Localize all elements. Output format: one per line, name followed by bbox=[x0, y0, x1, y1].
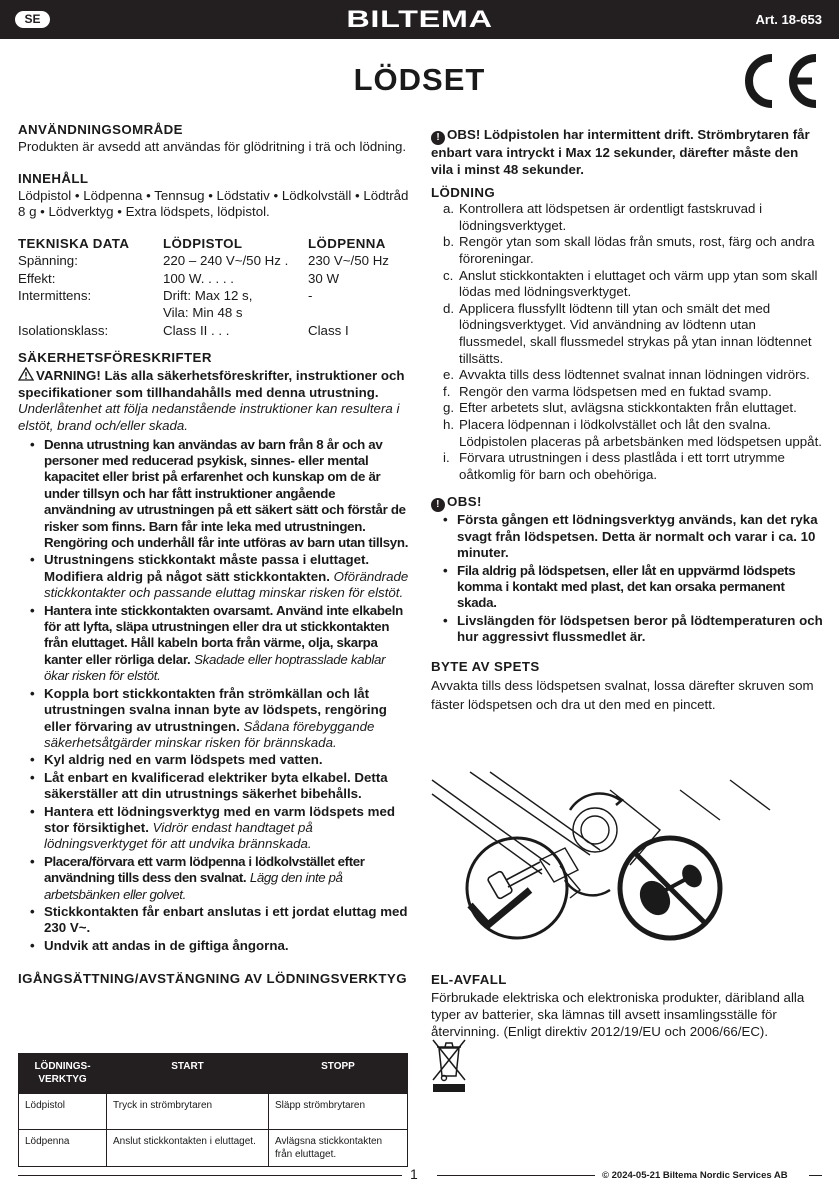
check-icon bbox=[470, 890, 530, 925]
spec-value: Class II . . . bbox=[163, 322, 230, 338]
weee-bin-icon bbox=[431, 1036, 467, 1094]
page-number: 1 bbox=[410, 1166, 418, 1182]
right-column bbox=[431, 126, 824, 714]
specs-col-pen: LÖDPENNA bbox=[308, 235, 386, 251]
list-item: d. Applicera flussfyllt lödtenn till ytan och smält det med lödningsverktyget. Vid användning av lödtenn utan flussmedel, skall flussmedel strykas på ytan innan lödtennet tillsätts. bbox=[443, 300, 812, 366]
spec-value: Class I bbox=[308, 322, 349, 338]
spec-value: - bbox=[308, 288, 313, 303]
spec-label: Isolationsklass: bbox=[18, 322, 109, 338]
list-item: g. Efter arbetets slut, avlägsna stickkontakten från eluttaget. bbox=[443, 400, 797, 416]
list-item: • Fila aldrig på lödspetsen, eller låt en uppvärmd lödspets komma i kontakt med plast, det kan orsaka permanent skada. bbox=[457, 563, 824, 612]
list-item: • Utrustningens stickkontakt måste passa i eluttaget. Modifiera aldrig på något sätt stickkontakten. Oförändrade stickkontakter och passande eluttag minskar risken för elstöt. bbox=[44, 552, 410, 601]
spec-value bbox=[308, 304, 408, 321]
warning-bold: VARNING! Läs alla säkerhetsföreskrifter, instruktioner och specifikationer som tillhandahålls med denna utrustning. bbox=[18, 368, 405, 400]
list-item: • Stickkontakten får enbart anslutas i ett jordat eluttag med 230 V~. bbox=[44, 904, 410, 937]
tip-change-illustration bbox=[430, 770, 828, 942]
spec-value: 100 W. . . . . bbox=[163, 270, 234, 286]
spec-label: Intermittens: bbox=[18, 288, 92, 303]
contents-text: Lödpistol • Lödpenna • Tennsug • Lödstativ • Lödkolvställ • Lödtråd 8 g • Lödverktyg • Extra lödspets, lödpistol. bbox=[18, 187, 409, 220]
info-icon: ! bbox=[431, 498, 445, 512]
list-item: • Kyl aldrig ned en varm lödspets med vatten. bbox=[44, 752, 410, 768]
list-item: • Livslängden för lödspetsen beror på lödtemperaturen och hur aggressivt flussmedlet är. bbox=[457, 613, 824, 646]
spec-label: Effekt: bbox=[18, 270, 56, 286]
spec-value: 30 W bbox=[308, 270, 340, 286]
page-title: LÖDSET bbox=[353, 62, 486, 97]
copyright: © 2024-05-21 Biltema Nordic Services AB bbox=[602, 1170, 788, 1181]
country-badge: SE bbox=[15, 11, 50, 28]
list-item: • Undvik att andas in de giftiga ångorna. bbox=[44, 938, 410, 954]
waste-section bbox=[431, 960, 824, 1040]
usage-heading: ANVÄNDNINGSOMRÅDE bbox=[18, 122, 183, 137]
footer-divider bbox=[18, 1175, 402, 1176]
list-item: • Hantera inte stickkontakten ovarsamt. Använd inte elkabeln för att lyfta, släpa utrustningen eller dra ut stickkontakten från eluttaget. Håll kabeln borta från värme, olja, skarpa kanter eller rörliga delar. Skadade eller hoptrasslade kablar ökar risken för elstöt. bbox=[44, 603, 410, 685]
safety-list bbox=[18, 437, 410, 955]
tip-text: Avvakta tills dess lödspetsen svalnat, lossa därefter skruven som fäster lödspetsen och dra ut den med en pincett. bbox=[431, 677, 814, 712]
left-column bbox=[18, 110, 410, 987]
soldering-steps bbox=[431, 201, 824, 483]
table-header: STOPP bbox=[269, 1054, 408, 1094]
list-item: • Placera/förvara ett varm lödpenna i lödkolvstället efter användning tills dess den svalnat. Lägg den inte på arbetsbänken eller golvet. bbox=[44, 854, 410, 903]
page-footer bbox=[0, 1164, 839, 1184]
list-item: h. Placera lödpennan i lödkolvstället och låt den svalna. Lödpistolen placeras på arbetsbänken med lödspetsen uppåt. bbox=[443, 416, 822, 449]
info-icon: ! bbox=[431, 131, 445, 145]
table-header: LÖDNINGS-VERKTYG bbox=[19, 1054, 107, 1094]
warning-triangle-icon bbox=[18, 367, 34, 381]
ce-mark-icon bbox=[740, 52, 822, 110]
list-item: • Denna utrustning kan användas av barn från 8 år och av personer med reducerad psykisk, sinnes- eller mental kapacitet eller brist på erfarenhet och kunskap om de är under tillsyn och har fått instruktioner angående användning av utrustningen på ett säkert sätt och förstår de risker som finns. Barn får inte leka med utrustningen. Rengöring och underhåll får inte utföras av barn utan tillsyn. bbox=[44, 437, 410, 552]
list-item: c. Anslut stickkontakten i eluttaget och värm upp ytan som skall lödas med lödningsverktyget. bbox=[443, 267, 818, 300]
specs-col-pistol: LÖDPISTOL bbox=[163, 235, 243, 251]
waste-text: Förbrukade elektriska och elektroniska produkter, däribland alla typer av batterier, ska lämnas till avsett insamlingsställe för återvinning. (Enligt direktiv 2012/19/EU och 2006/66/EC). bbox=[431, 990, 805, 1039]
list-item: e. Avvakta tills dess lödtennet svalnat innan lödningen vidrörs. bbox=[443, 367, 810, 383]
specs-table bbox=[18, 235, 410, 339]
article-number: Art. 18-653 bbox=[755, 12, 822, 27]
soldering-heading: LÖDNING bbox=[431, 185, 496, 201]
table-row: Lödpistol Tryck in strömbrytaren Släpp strömbrytaren bbox=[19, 1094, 408, 1130]
contents-heading: INNEHÅLL bbox=[18, 170, 89, 186]
tip-heading: BYTE AV SPETS bbox=[431, 658, 540, 674]
spec-value: Drift: Max 12 s, bbox=[163, 288, 253, 303]
safety-warning bbox=[18, 367, 410, 434]
startstop-table bbox=[18, 1053, 408, 1167]
list-item: • Koppla bort stickkontakten från strömkällan och låt utrustningen svalna innan byte av lödspets, rengöring eller förvaring av utrustningen. Sådana förebyggande säkerhetsåtgärder minskar risken för brännskada. bbox=[44, 686, 410, 752]
spec-label bbox=[18, 304, 163, 321]
list-item: • Låt enbart en kvalificerad elektriker byta elkabel. Detta säkerställer att din utrustnings säkerhet bibehålls. bbox=[44, 770, 410, 803]
spec-value: 220 – 240 V~/50 Hz . bbox=[163, 253, 289, 269]
list-item: i. Förvara utrustningen i dess plastlåda i ett torrt utrymme oåtkomlig för barn och obehöriga. bbox=[443, 450, 785, 482]
obs2-list bbox=[431, 512, 824, 645]
usage-text: Produkten är avsedd att användas för glödritning i trä och lödning. bbox=[18, 139, 407, 154]
obs-intermittent: ! OBS! Lödpistolen har intermittent drift. Strömbrytaren får enbart vara intryckt i Max 12 sekunder, därefter måste den vila i minst 48 sekunder. bbox=[431, 127, 810, 177]
table-row: Lödpenna Anslut stickkontakten i eluttaget. Avlägsna stickkontakten från eluttaget. bbox=[19, 1130, 408, 1167]
warning-italic: Underlåtenhet att följa nedanstående instruktioner kan resultera i elstöt, brand och/eller skada. bbox=[18, 401, 400, 433]
spec-label: Spänning: bbox=[18, 253, 78, 269]
list-item: a. Kontrollera att lödspetsen är ordentligt fastskruvad i lödningsverktyget. bbox=[443, 201, 763, 233]
top-bar bbox=[0, 0, 839, 39]
waste-heading: EL-AVFALL bbox=[431, 972, 507, 987]
footer-divider bbox=[437, 1175, 595, 1176]
spec-value: 230 V~/50 Hz bbox=[308, 253, 389, 269]
list-item: • Hantera ett lödningsverktyg med en varm lödspets med stor försiktighet. Vidrör endast handtaget på lödningsverktyget för att undvika brännskada. bbox=[44, 804, 410, 853]
list-item: • Första gången ett lödningsverktyg används, kan det ryka svagt från lödspetsen. Detta är normalt och varar i ca. 10 minuter. bbox=[457, 512, 824, 561]
footer-divider bbox=[809, 1175, 822, 1176]
list-item: f. Rengör den varma lödspetsen med en fuktad svamp. bbox=[443, 383, 772, 399]
list-item: b. Rengör ytan som skall lödas från smuts, rost, färg och andra föroreningar. bbox=[443, 234, 815, 266]
spec-value: Vila: Min 48 s bbox=[163, 305, 243, 321]
brand-logo: BILTEMA bbox=[346, 6, 493, 33]
table-header: START bbox=[107, 1054, 269, 1094]
specs-heading: TEKNISKA DATA bbox=[18, 235, 130, 251]
startstop-heading: IGÅNGSÄTTNING/AVSTÄNGNING AV LÖDNINGSVERKTYG bbox=[18, 971, 407, 987]
obs2-heading: ! OBS! bbox=[431, 493, 824, 512]
safety-heading: SÄKERHETSFÖRESKRIFTER bbox=[18, 350, 212, 366]
